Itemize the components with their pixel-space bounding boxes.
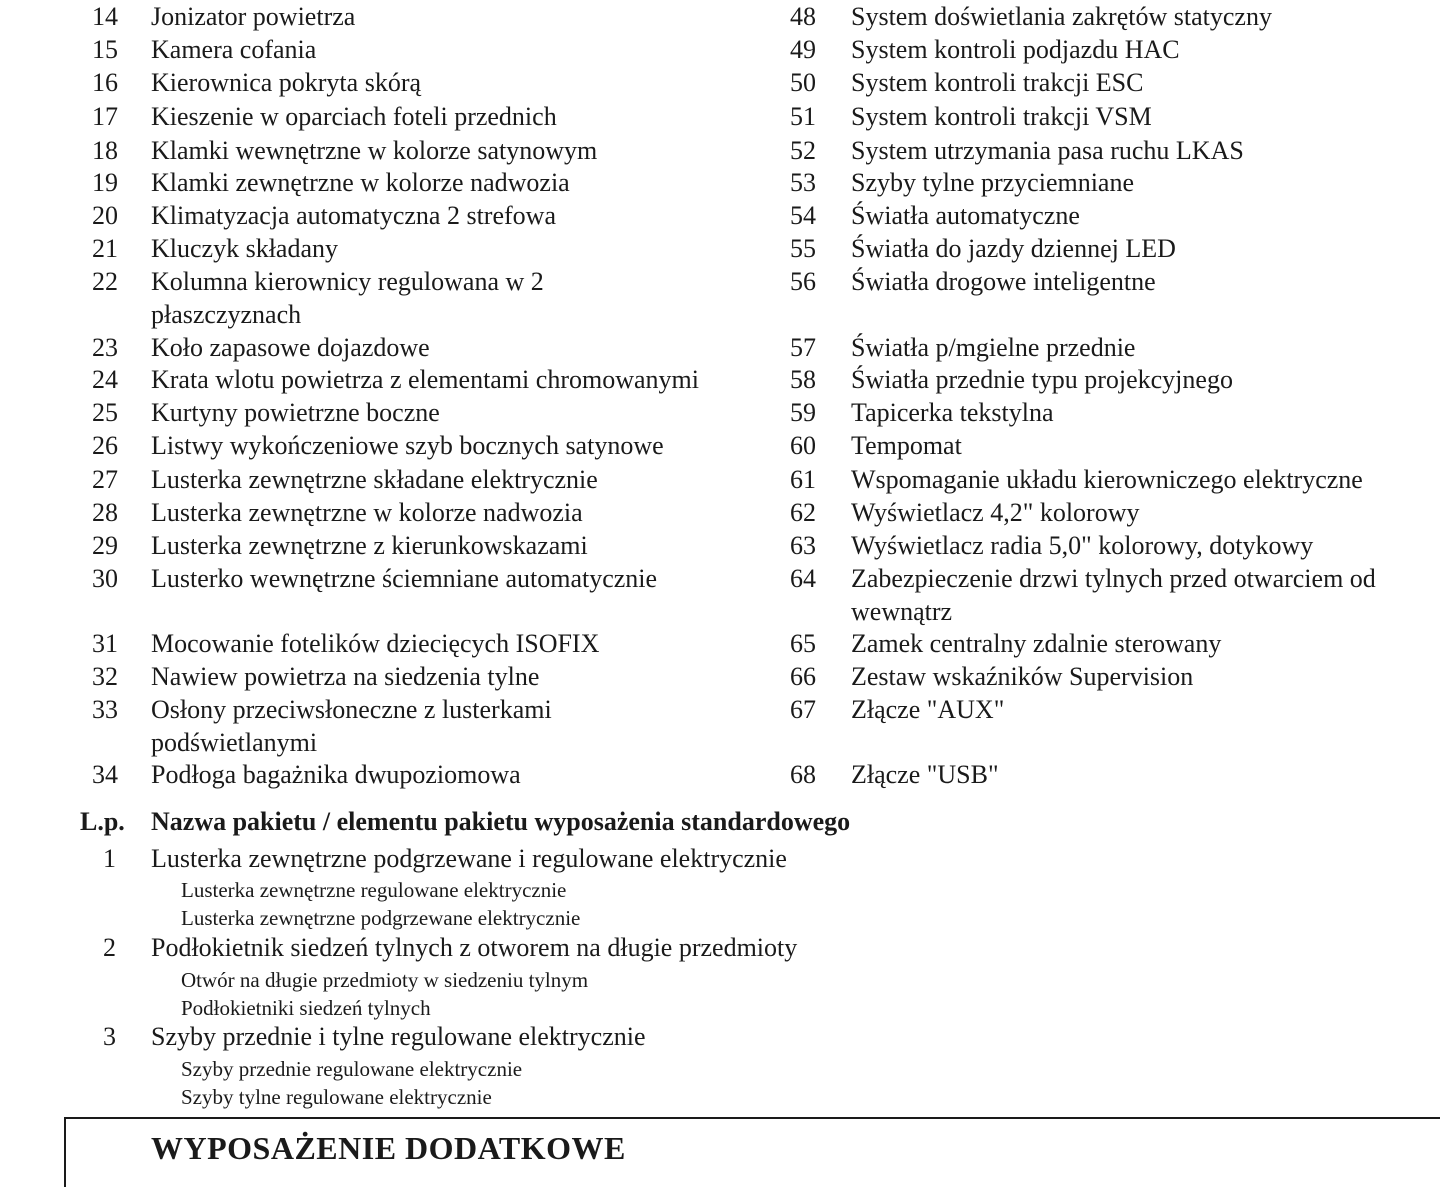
package-number: 3 (103, 1022, 116, 1051)
list-item-continuation: wewnątrz (851, 597, 953, 626)
package-number: 1 (103, 844, 116, 873)
packages-table-header (0, 805, 1440, 839)
package-element: Szyby przednie regulowane elektrycznie (181, 1057, 523, 1081)
package-number: 2 (103, 933, 116, 962)
package-element: Szyby tylne regulowane elektrycznie (181, 1085, 492, 1109)
package-element: Lusterka zewnętrzne regulowane elektrycznie (181, 878, 567, 902)
package-title: Lusterka zewnętrzne podgrzewane i regulowane elektrycznie (151, 844, 787, 873)
package-element: Lusterka zewnętrzne podgrzewane elektrycznie (181, 906, 581, 930)
section-title: WYPOSAŻENIE DODATKOWE (151, 1130, 626, 1166)
package-element: Otwór na długie przedmioty w siedzeniu tylnym (181, 968, 589, 992)
list-item-continuation: podświetlanymi (151, 728, 318, 757)
package-title: Podłokietnik siedzeń tylnych z otworem na długie przedmioty (151, 933, 798, 962)
name-column-header: Nazwa pakietu / elementu pakietu wyposażenia standardowego (151, 807, 851, 836)
list-item-continuation: płaszczyznach (151, 300, 302, 329)
package-title: Szyby przednie i tylne regulowane elektrycznie (151, 1022, 646, 1051)
lp-column-header: L.p. (80, 807, 125, 836)
package-element: Podłokietniki siedzeń tylnych (181, 996, 431, 1020)
